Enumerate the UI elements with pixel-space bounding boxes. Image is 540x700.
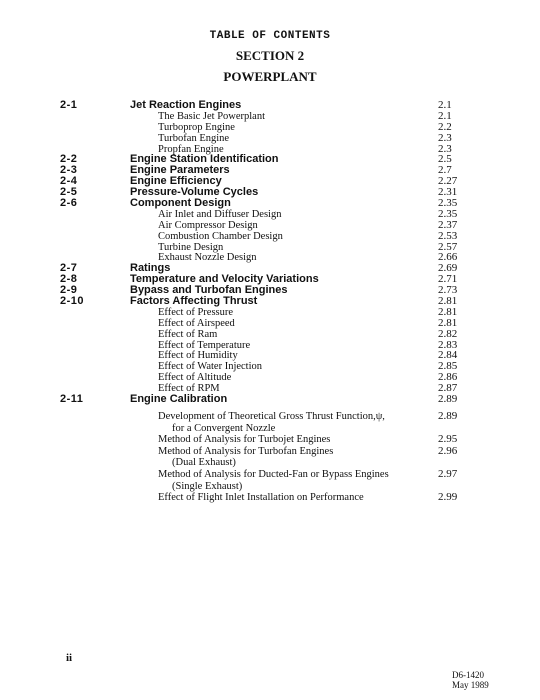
toc-page-number: 2.95 [438, 433, 458, 446]
toc-subsection-title: Method of Analysis for Ducted-Fan or Bypass Engines [158, 468, 389, 480]
toc-entry [0, 209, 540, 220]
toc-entry [0, 434, 540, 446]
toc-entry [0, 165, 540, 176]
toc-entry [0, 307, 540, 318]
toc-page-number: 2.3 [438, 131, 452, 144]
toc-entry [0, 446, 540, 458]
toc-entry [0, 100, 540, 111]
toc-section-title: Ratings [130, 262, 171, 275]
toc-entry [0, 411, 540, 423]
toc-entry [0, 361, 540, 372]
toc-entry [0, 198, 540, 209]
toc-subsection-title: (Single Exhaust) [172, 480, 243, 492]
toc-page-number: 2.99 [438, 491, 458, 504]
toc-page-number: 2.82 [438, 327, 458, 340]
toc-entry [0, 394, 540, 405]
document-date: May 1989 [452, 680, 489, 690]
toc-entry [0, 340, 540, 351]
toc-subsection-title: Method of Analysis for Turbojet Engines [158, 434, 331, 446]
toc-subsection-title: Combustion Chamber Design [158, 230, 283, 242]
toc-page-number: 2.27 [438, 175, 458, 188]
toc-page-number: 2.89 [438, 409, 458, 422]
toc-section-number: 2-2 [60, 153, 78, 166]
toc-entry [0, 457, 540, 469]
document-info [452, 670, 489, 690]
toc-page-number: 2.81 [438, 316, 458, 329]
toc-entry [0, 481, 540, 493]
toc-page-number: 2.2 [438, 120, 452, 133]
toc-page-number: 2.35 [438, 207, 458, 220]
toc-entry [0, 231, 540, 242]
section-title: SECTION 2 [235, 48, 305, 63]
toc-page-number: 2.81 [438, 295, 458, 308]
toc-page-number: 2.5 [438, 153, 452, 166]
table-of-contents [0, 100, 540, 504]
toc-entry [0, 154, 540, 165]
toc-entry [0, 252, 540, 263]
toc-heading: TABLE OF CONTENTS [209, 30, 331, 42]
toc-subsection-title: Air Compressor Design [158, 219, 258, 231]
toc-page-number: 2.96 [438, 444, 458, 457]
toc-section-title: Bypass and Turbofan Engines [130, 284, 288, 297]
toc-section-title: Component Design [130, 197, 231, 210]
toc-page-number: 2.37 [438, 218, 458, 231]
toc-page-number: 2.3 [438, 142, 452, 155]
toc-page-number: 2.57 [438, 240, 458, 253]
toc-subsection-title: for a Convergent Nozzle [172, 422, 276, 434]
toc-subsection-title: Effect of Humidity [158, 350, 238, 362]
subject-title: POWERPLANT [223, 69, 317, 84]
toc-page-number: 2.87 [438, 382, 458, 395]
toc-entry [0, 133, 540, 144]
toc-section-number: 2-10 [60, 295, 85, 308]
toc-subsection-title: Effect of RPM [158, 383, 220, 395]
toc-subsection-title: Development of Theoretical Gross Thrust Function,ψ, [158, 410, 385, 422]
toc-entry [0, 220, 540, 231]
toc-section-title: Jet Reaction Engines [130, 99, 242, 111]
toc-page-number: 2.66 [438, 251, 458, 264]
toc-page-number: 2.89 [438, 393, 458, 406]
toc-subsection-title: Effect of Water Injection [158, 361, 263, 373]
toc-section-number: 2-1 [60, 99, 78, 111]
toc-section-title: Factors Affecting Thrust [130, 295, 258, 308]
toc-page-number: 2.35 [438, 197, 458, 210]
toc-page-number: 2.85 [438, 360, 458, 373]
toc-page-number: 2.71 [438, 273, 458, 286]
toc-section-number: 2-8 [60, 273, 78, 286]
toc-subsection-title: (Dual Exhaust) [172, 457, 236, 469]
toc-subsection-title: The Basic Jet Powerplant [158, 110, 266, 122]
toc-page-number: 2.53 [438, 229, 458, 242]
toc-subsection-title: Effect of Flight Inlet Installation on Performance [158, 492, 364, 504]
toc-section-number: 2-5 [60, 186, 78, 199]
toc-page-number: 2.73 [438, 284, 458, 297]
toc-subsection-title: Effect of Airspeed [158, 317, 235, 329]
toc-section-number: 2-4 [60, 175, 78, 188]
toc-subsection-title: Turboprop Engine [158, 121, 235, 133]
toc-subsection-title: Effect of Pressure [158, 306, 234, 318]
toc-entry [0, 423, 540, 435]
toc-subsection-title: Effect of Altitude [158, 372, 232, 384]
toc-section-title: Engine Parameters [130, 164, 230, 177]
toc-entry [0, 350, 540, 361]
toc-section-title: Engine Efficiency [130, 175, 222, 188]
toc-subsection-title: Effect of Temperature [158, 339, 251, 351]
toc-page-number: 2.69 [438, 262, 458, 275]
toc-subsection-title: Turbine Design [158, 241, 224, 253]
toc-entry [0, 296, 540, 307]
toc-entry [0, 111, 540, 122]
toc-section-number: 2-3 [60, 164, 78, 177]
document-number: D6-1420 [452, 670, 484, 680]
toc-page-number: 2.84 [438, 349, 458, 362]
toc-section-title: Pressure-Volume Cycles [130, 186, 259, 199]
toc-subsection-title: Propfan Engine [158, 143, 224, 155]
toc-page-number: 2.1 [438, 109, 452, 122]
page-number: ii [66, 652, 73, 664]
toc-page-number: 2.83 [438, 338, 458, 351]
toc-subsection-title: Effect of Ram [158, 328, 218, 340]
toc-entry [0, 492, 540, 504]
toc-entry [0, 469, 540, 481]
toc-entry [0, 318, 540, 329]
toc-section-title: Engine Calibration [130, 393, 228, 406]
toc-subsection-title: Turbofan Engine [158, 132, 230, 144]
toc-page-number: 2.31 [438, 186, 458, 199]
toc-section-title: Engine Station Identification [130, 153, 279, 166]
toc-section-number: 2-9 [60, 284, 78, 297]
toc-entry [0, 176, 540, 187]
toc-page-number: 2.1 [438, 99, 452, 111]
toc-entry [0, 122, 540, 133]
toc-subsection-title: Air Inlet and Diffuser Design [158, 208, 282, 220]
toc-page-number: 2.81 [438, 305, 458, 318]
toc-section-title: Temperature and Velocity Variations [130, 273, 319, 286]
toc-entry [0, 187, 540, 198]
toc-entry [0, 372, 540, 383]
toc-page-number: 2.86 [438, 371, 458, 384]
toc-section-number: 2-6 [60, 197, 78, 210]
toc-section-number: 2-7 [60, 262, 78, 275]
toc-page-number: 2.7 [438, 164, 452, 177]
toc-entry [0, 242, 540, 253]
toc-subsection-title: Method of Analysis for Turbofan Engines [158, 445, 334, 457]
toc-entry [0, 329, 540, 340]
toc-subsection-title: Exhaust Nozzle Design [158, 252, 257, 264]
toc-section-number: 2-11 [60, 393, 84, 406]
toc-page-number: 2.97 [438, 467, 458, 480]
